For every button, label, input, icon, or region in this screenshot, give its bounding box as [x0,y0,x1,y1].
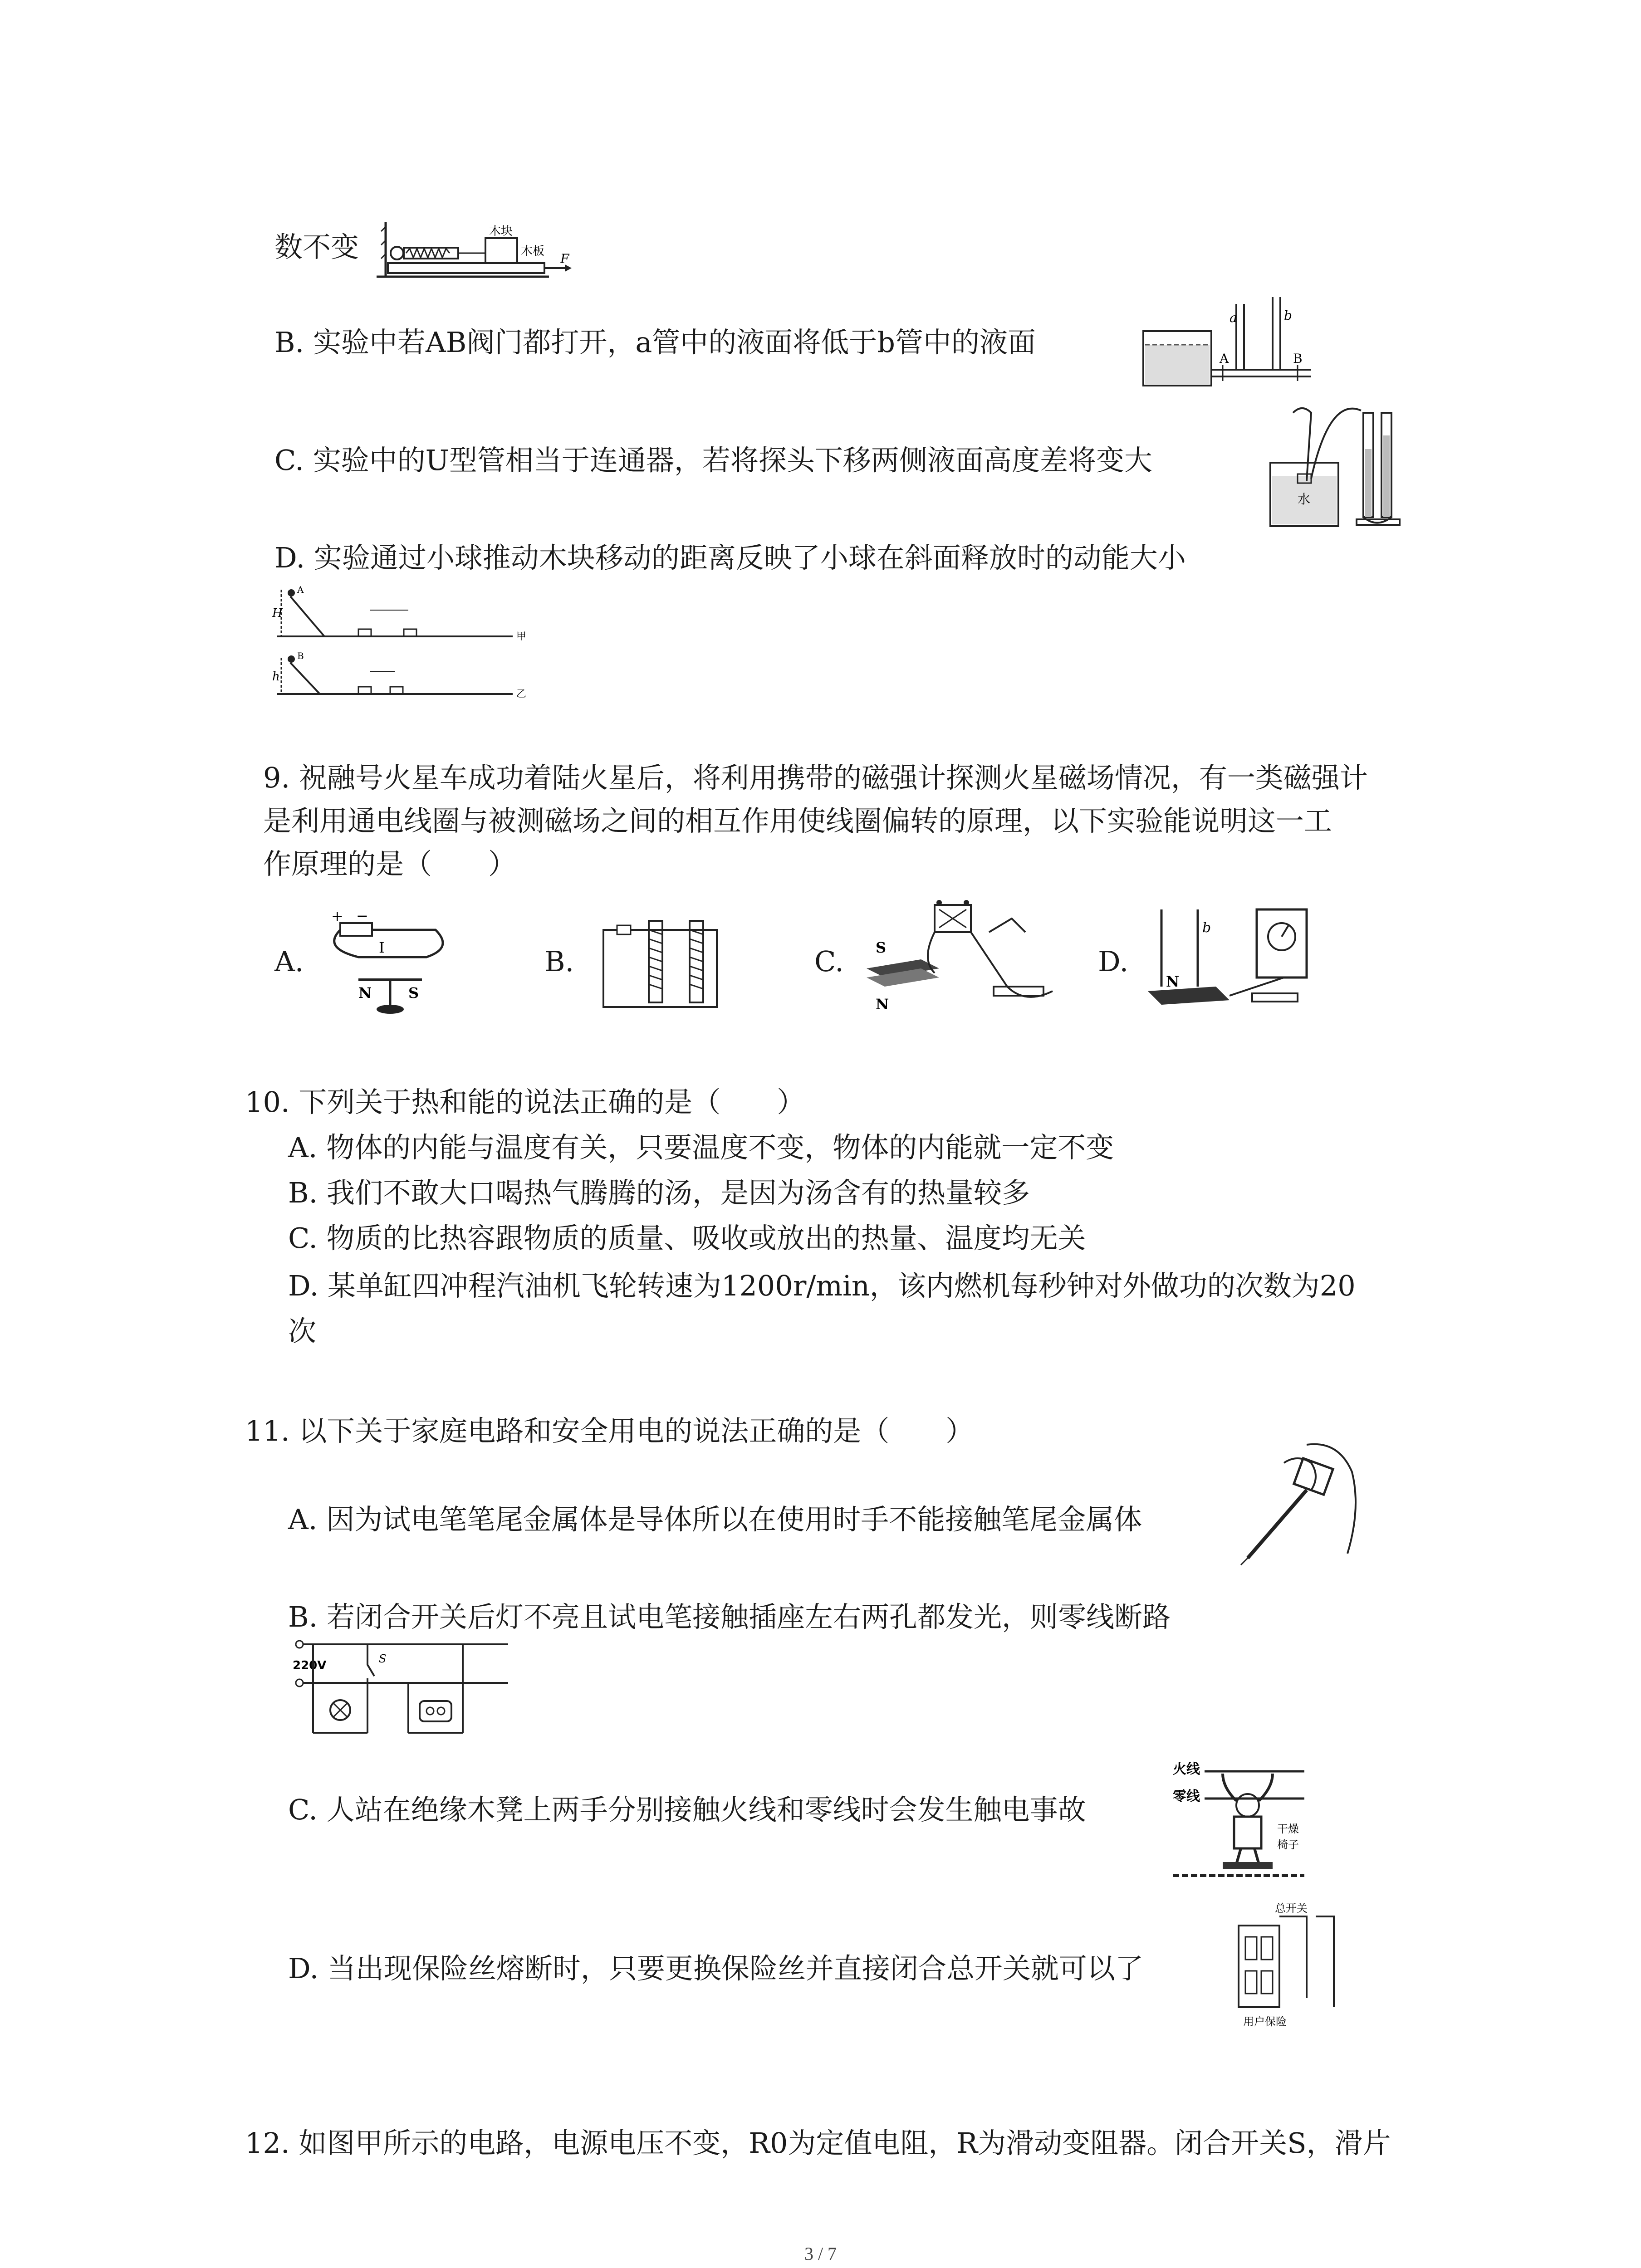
q10-option-b: B. 我们不敢大口喝热气腾腾的汤，是因为汤含有的热量较多 [288,1176,1030,1209]
q8-option-a-tail: 数不变 [274,230,359,264]
q8-b-label-a: a [1230,310,1237,325]
q8-a-figure [377,218,572,286]
q8-b-figure [1139,295,1320,390]
q9-stem-line1: 9. 祝融号火星车成功着陆火星后，将利用携带的磁强计探测火星磁场情况，有一类磁强计 [263,761,1368,794]
q11-d-fuse: 用户保险 [1243,2015,1287,2028]
q11-c-stool: 椅子 [1277,1838,1299,1851]
q8-d-ball-a: A [297,584,304,595]
q8-d-h2: h [272,670,280,684]
q11-c-live: 火线 [1173,1761,1200,1777]
q8-b-label-b: b [1284,308,1292,323]
q9-c-figure [857,896,1066,1018]
q9-a-minus: − [356,907,368,924]
q11-b-voltage: 220V [293,1659,327,1672]
q8-c-water-label: 水 [1298,492,1311,507]
q9-option-d-label: D. [1098,945,1129,978]
q11-option-b: B. 若闭合开关后灯不亮且试电笔接触插座左右两孔都发光，则零线断路 [288,1600,1171,1633]
q9-a-north: N [358,984,372,1002]
q9-d-b: b [1202,920,1211,936]
q9-c-south: S [876,939,887,956]
q8-a-board-label: 木板 [521,244,545,258]
q8-option-c: C. 实验中的U型管相当于连通器，若将探头下移两侧液面高度差将变大 [274,444,1152,477]
q9-d-north: N [1166,973,1180,990]
q11-b-switch: S [379,1652,387,1665]
q11-b-figure [290,1637,513,1742]
q9-a-figure [313,903,458,1016]
q9-b-figure [599,912,749,1016]
q8-b-valve-a: A [1220,351,1229,366]
q8-a-block-label: 木块 [489,225,513,238]
q11-c-neutral: 零线 [1173,1789,1200,1804]
q9-stem-line3: 作原理的是（ ） [263,847,517,880]
q10-option-a: A. 物体的内能与温度有关，只要温度不变，物体的内能就一定不变 [288,1131,1114,1164]
q9-a-current: I [379,939,385,956]
q9-option-a-label: A. [274,945,304,978]
q8-d-ball-b: B [297,650,304,661]
q9-option-c-label: C. [814,945,844,978]
q10-option-d-line1: D. 某单缸四冲程汽油机飞轮转速为1200r/min，该内燃机每秒钟对外做功的次数为20 [288,1269,1356,1302]
q12-stem-line1: 12. 如图甲所示的电路，电源电压不变，R0为定值电阻，R为滑动变阻器。闭合开关S，滑片 [245,2126,1391,2160]
q11-option-c: C. 人站在绝缘木凳上两手分别接触火线和零线时会发生触电事故 [288,1793,1086,1826]
q11-c-dry: 干燥 [1277,1823,1299,1835]
q11-d-main: 总开关 [1275,1902,1308,1915]
q11-d-figure [1225,1898,1343,2030]
q8-d-h1: H [272,606,283,620]
q8-b-valve-b: B [1293,351,1303,366]
q9-d-figure [1143,900,1316,1018]
q8-d-figure [272,583,526,705]
q10-option-d-line2: 次 [288,1315,317,1348]
q8-a-force-label: F [560,251,569,266]
q9-c-north: N [876,996,889,1013]
q9-option-b-label: B. [544,945,574,978]
q9-a-south: S [408,984,419,1002]
q8-c-figure [1266,395,1402,531]
q9-a-plus: + [331,907,343,924]
q11-stem: 11. 以下关于家庭电路和安全用电的说法正确的是（ ） [245,1414,974,1447]
q11-a-figure [1239,1436,1361,1567]
q8-d-yi: 乙 [516,689,526,700]
q10-option-c: C. 物质的比热容跟物质的质量、吸收或放出的热量、温度均无关 [288,1222,1086,1255]
q10-stem: 10. 下列关于热和能的说法正确的是（ ） [245,1085,805,1119]
q11-option-a: A. 因为试电笔笔尾金属体是导体所以在使用时手不能接触笔尾金属体 [288,1503,1142,1536]
q8-option-d: D. 实验通过小球推动木块移动的距离反映了小球在斜面释放时的动能大小 [274,541,1186,574]
q8-option-b: B. 实验中若AB阀门都打开，a管中的液面将低于b管中的液面 [274,326,1036,359]
q11-c-figure [1168,1751,1309,1882]
page-number: 3 / 7 [804,2244,837,2264]
q9-stem-line2: 是利用通电线圈与被测磁场之间的相互作用使线圈偏转的原理，以下实验能说明这一工 [263,804,1332,837]
q8-d-jia: 甲 [516,631,526,642]
q11-option-d: D. 当出现保险丝熔断时，只要更换保险丝并直接闭合总开关就可以了 [288,1952,1143,1985]
